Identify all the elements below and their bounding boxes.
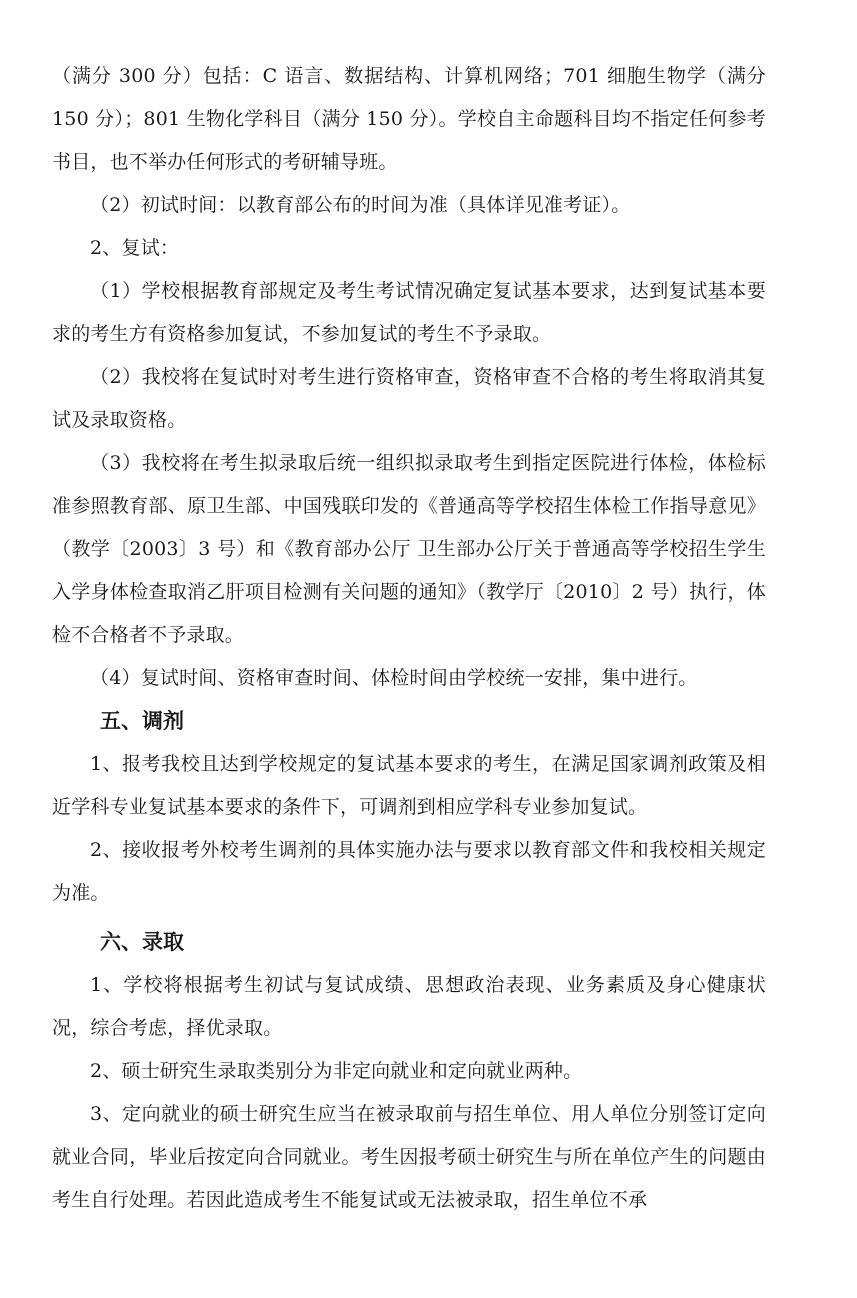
paragraph-physical-exam: （3）我校将在考生拟录取后统一组织拟录取考生到指定医院进行体检，体检标准参照教育部、原卫生部、中国残联印发的《普通高等学校招生体检工作指导意见》（教学〔2003〕3 号）和《教育部办公厅 卫生部办公厅关于普通高等学校招生学生入学身体检查取消乙肝项目检测有关问题的通知》（教学厅〔2010〕2 号）执行，体检不合格者不予录取。 [52, 452, 766, 646]
paragraph-adjustment-2: 2、接收报考外校考生调剂的具体实施办法与要求以教育部文件和我校相关规定为准。 [52, 839, 766, 904]
paragraph-adjustment-1: 1、报考我校且达到学校规定的复试基本要求的考生，在满足国家调剂政策及相近学科专业复试基本要求的条件下，可调剂到相应学科专业参加复试。 [52, 753, 766, 818]
paragraph-admission-1: 1、学校将根据考生初试与复试成绩、思想政治表现、业务素质及身心健康状况，综合考虑，择优录取。 [52, 974, 766, 1039]
paragraph-retest-heading: 2、复试： [90, 237, 180, 259]
paragraph-admission-3: 3、定向就业的硕士研究生应当在被录取前与招生单位、用人单位分别签订定向就业合同，毕业后按定向合同就业。考生因报考硕士研究生与所在单位产生的问题由考生自行处理。若因此造成考生不能复试或无法被录取，招生单位不承 [52, 1103, 766, 1211]
document-page [52, 55, 766, 1222]
paragraph-exam-subjects: （满分 300 分）包括：C 语言、数据结构、计算机网络；701 细胞生物学（满分 150 分）；801 生物化学科目（满分 150 分）。学校自主命题科目均不指定任何参考书目，也不举办任何形式的考研辅导班。 [52, 65, 766, 173]
section-heading-adjustment: 五、调剂 [100, 709, 184, 733]
paragraph-admission-2: 2、硕士研究生录取类别分为非定向就业和定向就业两种。 [90, 1060, 583, 1082]
paragraph-qualification-review: （2）我校将在复试时对考生进行资格审查，资格审查不合格的考生将取消其复试及录取资格。 [52, 366, 766, 431]
paragraph-retest-schedule: （4）复试时间、资格审查时间、体检时间由学校统一安排，集中进行。 [90, 667, 698, 689]
section-heading-admission: 六、录取 [100, 930, 184, 954]
paragraph-initial-exam-time: （2）初试时间：以教育部公布的时间为准（具体详见准考证）。 [90, 194, 631, 216]
paragraph-retest-requirements: （1）学校根据教育部规定及考生考试情况确定复试基本要求，达到复试基本要求的考生方有资格参加复试，不参加复试的考生不予录取。 [52, 280, 766, 345]
